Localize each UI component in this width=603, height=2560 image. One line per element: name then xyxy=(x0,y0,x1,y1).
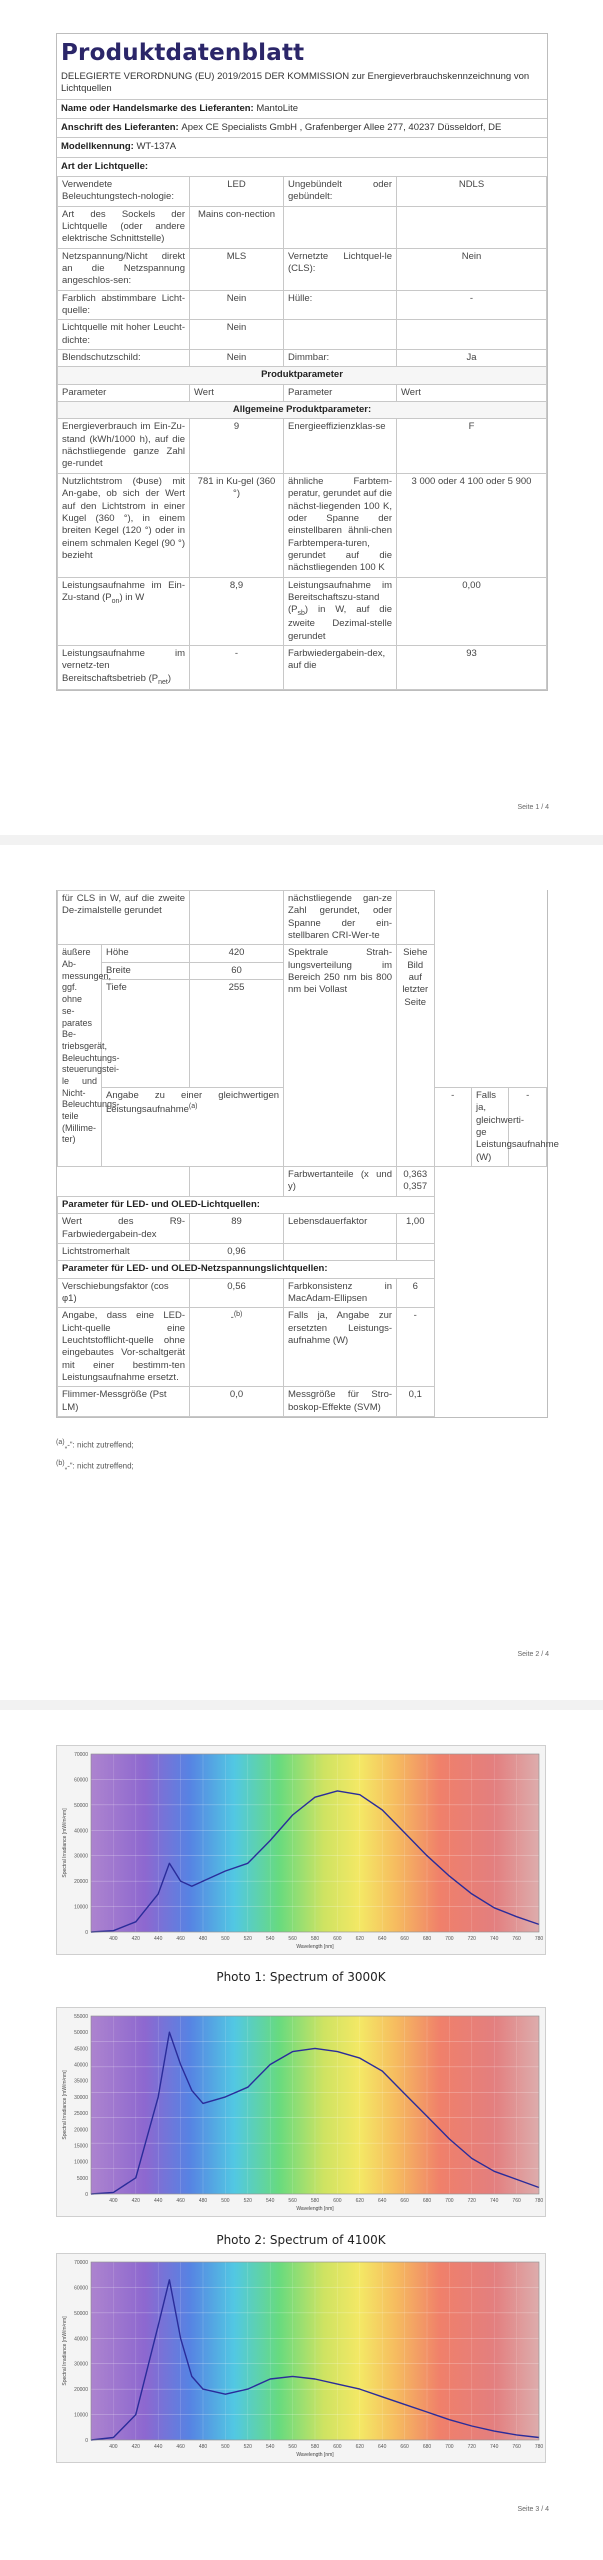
cell-value: NDLS xyxy=(397,176,547,206)
label-sub: sb xyxy=(297,610,305,618)
y-tick-label: 30000 xyxy=(74,2361,88,2368)
chart-caption-2: Photo 2: Spectrum of 4100K xyxy=(216,2233,386,2247)
page-separator xyxy=(0,1700,603,1710)
section-row xyxy=(58,367,547,384)
x-tick-label: 720 xyxy=(467,2444,476,2450)
value-text: - xyxy=(230,1312,234,1324)
x-tick-label: 560 xyxy=(288,2198,297,2204)
spectrum-plot xyxy=(57,1746,547,1956)
label-text: Leistungsaufnahme im Ein-Zu-stand (P xyxy=(62,579,185,603)
cell-value: Mains con-nection xyxy=(190,206,284,248)
cell-empty xyxy=(397,891,434,945)
x-tick-label: 600 xyxy=(333,2444,342,2450)
table-row xyxy=(58,206,547,248)
x-tick-label: 720 xyxy=(467,2198,476,2204)
cell-label: Energieeffizienzklas-se xyxy=(284,419,397,473)
x-tick-label: 540 xyxy=(266,2444,275,2450)
x-tick-label: 740 xyxy=(490,1936,499,1942)
cell-label xyxy=(58,577,190,645)
cell-label: Farbwiedergabein-dex, auf die xyxy=(284,645,397,689)
cell-value: - xyxy=(397,290,547,320)
x-axis-label: Wavelength [nm] xyxy=(296,2206,334,2212)
model-id: WT-137A xyxy=(136,141,177,153)
x-tick-label: 420 xyxy=(131,2198,140,2204)
dimension-value: 255 xyxy=(190,980,284,1088)
cell-value: 0,00 xyxy=(397,577,547,645)
light-source-type-table xyxy=(57,176,547,690)
y-tick-label: 10000 xyxy=(74,2412,88,2419)
y-tick-label: 45000 xyxy=(74,2046,88,2053)
x-tick-label: 680 xyxy=(422,2444,432,2450)
label-sub: on xyxy=(111,597,120,605)
x-tick-label: 520 xyxy=(243,2444,252,2450)
table-row xyxy=(58,945,547,962)
x-tick-label: 760 xyxy=(512,2444,521,2450)
y-tick-label: 40000 xyxy=(74,2062,88,2069)
x-tick-label: 440 xyxy=(154,1936,163,1942)
dimension-value: 60 xyxy=(190,962,284,979)
cell-empty xyxy=(190,1167,284,1197)
cell-value: MLS xyxy=(190,248,284,290)
x-axis-label: Wavelength [nm] xyxy=(296,1944,334,1950)
y-tick-label: 30000 xyxy=(74,1853,88,1860)
model-label: Modellkennung: xyxy=(61,141,134,153)
table-row xyxy=(58,473,547,577)
x-tick-label: 700 xyxy=(445,2444,454,2450)
page-number: Seite 3 / 4 xyxy=(517,2506,549,2513)
cell-label: Wert des R9-Farbwiedergabein-dex xyxy=(58,1214,190,1244)
cell-empty xyxy=(58,1167,190,1197)
table-row xyxy=(58,1387,547,1417)
y-tick-label: 40000 xyxy=(74,1828,88,1835)
cell-label: Farbkonsistenz in MacAdam-Ellipsen xyxy=(284,1278,397,1308)
x-tick-label: 440 xyxy=(154,2198,163,2204)
x-tick-label: 720 xyxy=(467,1936,476,1942)
label-text: Leistungsaufnahme im Bereitschaftszu-stand (P xyxy=(288,579,392,616)
x-tick-label: 500 xyxy=(221,2444,230,2450)
cell-label: Messgröße für Stro-boskop-Effekte (SVM) xyxy=(284,1387,397,1417)
cell-value: 0,96 xyxy=(190,1243,284,1260)
cell-label: Falls ja, Angabe zur ersetzten Leistungs-aufnahme (W) xyxy=(284,1308,397,1387)
footnote-text: „-“: nicht zutreffend; xyxy=(64,1440,134,1450)
x-tick-label: 520 xyxy=(243,1936,252,1942)
cell-label: nächstliegende gan-ze Zahl gerundet, oder Spanne der ein-stellbaren CRI-Wer-te xyxy=(284,891,397,945)
supplier-address-row xyxy=(57,118,547,137)
cell-label: Blendschutzschild: xyxy=(58,350,190,367)
cell-value xyxy=(190,1308,284,1387)
cell-empty xyxy=(284,206,397,248)
x-tick-label: 540 xyxy=(266,2198,275,2204)
y-tick-label: 10000 xyxy=(74,2159,88,2166)
cell-value: Nein xyxy=(397,248,547,290)
table-row xyxy=(58,1278,547,1308)
x-tick-label: 480 xyxy=(198,2444,208,2450)
x-tick-label: 640 xyxy=(378,1936,387,1942)
table-row xyxy=(58,419,547,473)
x-tick-label: 660 xyxy=(400,2198,409,2204)
y-tick-label: 0 xyxy=(85,2438,88,2444)
cell-label: Lebensdauerfaktor xyxy=(284,1214,397,1244)
dimension-name: Breite xyxy=(102,962,190,979)
cell-empty xyxy=(190,891,284,945)
x-tick-label: 400 xyxy=(109,2198,118,2204)
footnote-ref: (a) xyxy=(188,1103,198,1111)
cell-label: Lichtstromerhalt xyxy=(58,1243,190,1260)
y-tick-label: 50000 xyxy=(74,1802,88,1809)
dimension-name: Höhe xyxy=(102,945,190,962)
cell-value: Siehe Bild auf letzter Seite xyxy=(397,945,434,1167)
section-heading: Produktparameter xyxy=(58,367,547,384)
x-tick-label: 460 xyxy=(176,1936,185,1942)
cell-empty xyxy=(397,206,547,248)
cell-value: F xyxy=(397,419,547,473)
x-tick-label: 660 xyxy=(400,2444,409,2450)
footnote-marker: (a) xyxy=(56,1439,65,1446)
x-tick-label: 740 xyxy=(490,2198,499,2204)
cell-label: Farblich abstimmbare Licht-quelle: xyxy=(58,290,190,320)
page-3 xyxy=(0,1725,603,2560)
x-tick-label: 400 xyxy=(109,2444,118,2450)
x-tick-label: 500 xyxy=(221,2198,230,2204)
footnote-ref: (b) xyxy=(233,1311,243,1319)
x-tick-label: 560 xyxy=(288,2444,297,2450)
x-tick-label: 600 xyxy=(333,1936,342,1942)
y-tick-label: 20000 xyxy=(74,1879,88,1886)
x-tick-label: 460 xyxy=(176,2198,185,2204)
footnote-text: „-“: nicht zutreffend; xyxy=(64,1461,134,1471)
cell-label: Dimmbar: xyxy=(284,350,397,367)
cell-label: Vernetzte Lichtquel-le (CLS): xyxy=(284,248,397,290)
table-row xyxy=(58,248,547,290)
y-tick-label: 5000 xyxy=(76,2175,88,2182)
y-tick-label: 20000 xyxy=(74,2127,88,2134)
model-row xyxy=(57,137,547,156)
cell-label: Verwendete Beleuchtungstech-nologie: xyxy=(58,176,190,206)
x-tick-label: 660 xyxy=(400,1936,409,1942)
datasheet-frame-2 xyxy=(56,890,559,1418)
dimensions-label: äußere Ab-messungen, ggf. ohne se-parates Be-triebsgerät, Beleuchtungs-steuerungstei-le und Nicht-Beleuchtungs-teile (Millime-ter) xyxy=(58,945,102,1167)
cell-value xyxy=(397,1167,434,1197)
cell-value: 0,1 xyxy=(397,1387,434,1417)
section-heading: Parameter für LED- und OLED-Netzspannungslichtquellen: xyxy=(58,1261,435,1278)
column-header: Wert xyxy=(397,384,547,401)
cell-label: Lichtquelle mit hoher Leucht-dichte: xyxy=(58,320,190,350)
x-tick-label: 560 xyxy=(288,1936,297,1942)
table-row xyxy=(58,1214,547,1244)
x-tick-label: 640 xyxy=(378,2444,387,2450)
x-tick-label: 480 xyxy=(198,1936,208,1942)
y-tick-label: 0 xyxy=(85,1930,88,1936)
spectrum-chart-1 xyxy=(56,1745,546,1955)
cell-empty xyxy=(397,320,547,350)
table-row xyxy=(58,290,547,320)
x-tick-label: 780 xyxy=(534,2444,544,2450)
y-tick-label: 35000 xyxy=(74,2078,88,2085)
table-row xyxy=(58,645,547,689)
footnote-marker: (b) xyxy=(56,1460,65,1468)
cell-label: Angabe, dass eine LED-Licht-quelle eine Leuchtstofflicht-quelle ohne eingebautes Vor-schaltgerät mit einer bestimm-ten Leistungsaufnahme ersetzt. xyxy=(58,1308,190,1387)
table-header-row xyxy=(58,384,547,401)
x-tick-label: 740 xyxy=(490,2444,499,2450)
cell-value: 3 000 oder 4 100 oder 5 900 xyxy=(397,473,547,577)
label-text: Angabe zu einer gleichwertigen Leistungsaufnahme xyxy=(106,1090,280,1116)
cell-value: Nein xyxy=(190,350,284,367)
cell-label: Art des Sockels der Lichtquelle (oder andere elektrische Schnittstelle) xyxy=(58,206,190,248)
cell-label: Farbwertanteile (x und y) xyxy=(284,1167,397,1197)
x-tick-label: 440 xyxy=(154,2444,163,2450)
supplier-name-label: Name oder Handelsmarke des Lieferanten: xyxy=(61,102,254,114)
cell-value: - xyxy=(434,1088,471,1167)
cell-value: 1,00 xyxy=(397,1214,434,1244)
x-tick-label: 480 xyxy=(198,2198,208,2204)
y-tick-label: 15000 xyxy=(74,2143,88,2150)
x-tick-label: 620 xyxy=(355,1936,364,1942)
label-sub: net xyxy=(158,678,168,686)
section-row xyxy=(58,402,547,419)
x-tick-label: 780 xyxy=(534,1936,544,1942)
cell-value: - xyxy=(397,1308,434,1387)
section-heading: Parameter für LED- und OLED-Lichtquellen: xyxy=(58,1196,435,1213)
cell-value: 781 in Ku-gel (360 °) xyxy=(190,473,284,577)
page-title: Produktdatenblatt xyxy=(61,40,305,66)
label-text: Leistungsaufnahme im vernetz-ten Bereitschaftsbetrieb (P xyxy=(62,647,185,684)
section-row xyxy=(58,1196,547,1213)
chromaticity-y: 0,357 xyxy=(403,1181,428,1193)
x-tick-label: 640 xyxy=(378,2198,387,2204)
y-tick-label: 40000 xyxy=(74,2336,88,2343)
x-tick-label: 700 xyxy=(445,1936,454,1942)
supplier-address: Apex CE Specialists GmbH , Grafenberger Allee 277, 40237 Düsseldorf, DE xyxy=(181,121,502,133)
x-tick-label: 460 xyxy=(176,2444,185,2450)
cell-value: 8,9 xyxy=(190,577,284,645)
cell-label: Falls ja, gleichwerti-ge Leistungsaufnahme (W) xyxy=(471,1088,508,1167)
table-row xyxy=(58,176,547,206)
table-row xyxy=(58,1167,547,1197)
column-header: Parameter xyxy=(284,384,397,401)
x-tick-label: 500 xyxy=(221,1936,230,1942)
x-tick-label: 700 xyxy=(445,2198,454,2204)
y-tick-label: 30000 xyxy=(74,2094,88,2101)
y-tick-label: 20000 xyxy=(74,2387,88,2394)
dimension-value: 420 xyxy=(190,945,284,962)
cell-value: 0,0 xyxy=(190,1387,284,1417)
spectrum-chart-3 xyxy=(56,2253,546,2463)
table-row xyxy=(58,577,547,645)
cell-label: Spektrale Strah-lungsverteilung im Bereich 250 nm bis 800 nm bei Vollast xyxy=(284,945,397,1167)
type-header-row xyxy=(57,157,547,176)
cell-value: 0,56 xyxy=(190,1278,284,1308)
spectrum-chart-2 xyxy=(56,2007,546,2217)
type-label: Art der Lichtquelle: xyxy=(61,160,149,172)
cell-label: ähnliche Farbtem-peratur, gerundet auf die nächst-liegenden 100 K, oder Spanne der einstellbaren ähnli-chen Farbtempera-turen, gerundet auf die nächstliegenden 100 K xyxy=(284,473,397,577)
page-2 xyxy=(0,868,603,1688)
y-tick-label: 50000 xyxy=(74,2310,88,2317)
y-tick-label: 55000 xyxy=(74,2014,88,2020)
cell-value: Nein xyxy=(190,320,284,350)
supplier-name-row xyxy=(57,99,547,118)
x-tick-label: 620 xyxy=(355,2198,364,2204)
y-tick-label: 25000 xyxy=(74,2111,88,2118)
spectrum-plot xyxy=(57,2008,547,2218)
spectrum-plot xyxy=(57,2254,547,2464)
cell-label: Hülle: xyxy=(284,290,397,320)
column-header: Parameter xyxy=(58,384,190,401)
page-separator xyxy=(0,835,603,845)
chromaticity-x: 0,363 xyxy=(403,1169,428,1181)
label-text: ) in W xyxy=(119,591,145,603)
y-axis-label: Spectral Irradiance [mW/m²nm] xyxy=(62,1808,68,1878)
cell-value: - xyxy=(509,1088,547,1167)
cell-value: Ja xyxy=(397,350,547,367)
supplier-address-label: Anschrift des Lieferanten: xyxy=(61,121,179,133)
parameters-table-continued xyxy=(57,890,559,1417)
section-row xyxy=(58,1261,547,1278)
x-tick-label: 400 xyxy=(109,1936,118,1942)
chart-caption-1: Photo 1: Spectrum of 3000K xyxy=(216,1970,386,1984)
dimension-name: Tiefe xyxy=(102,980,190,1088)
y-tick-label: 60000 xyxy=(74,2285,88,2292)
label-text: ) xyxy=(167,672,172,684)
cell-label: Nutzlichtstrom (Φuse) mit An-gabe, ob sich der Wert auf den Lichtstrom in einer Kugel (360 °), in einem breiten Kegel (120 °) oder in einem schmalen Kegel (90 °) bezieht xyxy=(58,473,190,577)
x-tick-label: 580 xyxy=(310,2444,320,2450)
page-number: Seite 1 / 4 xyxy=(517,804,549,811)
y-tick-label: 0 xyxy=(85,2192,88,2198)
table-row xyxy=(58,891,547,945)
column-header: Wert xyxy=(190,384,284,401)
table-row xyxy=(58,1243,547,1260)
x-tick-label: 420 xyxy=(131,1936,140,1942)
table-row xyxy=(58,320,547,350)
y-tick-label: 50000 xyxy=(74,2030,88,2037)
footnote-b xyxy=(56,1457,134,1474)
footnote-a xyxy=(56,1436,134,1453)
supplier-name: MantoLite xyxy=(256,102,299,114)
cell-label: Flimmer-Messgröße (Pst LM) xyxy=(58,1387,190,1417)
cell-value: 93 xyxy=(397,645,547,689)
y-tick-label: 70000 xyxy=(74,1752,88,1758)
page-number: Seite 2 / 4 xyxy=(517,1651,549,1658)
cell-label xyxy=(58,645,190,689)
x-tick-label: 760 xyxy=(512,2198,521,2204)
y-tick-label: 60000 xyxy=(74,1777,88,1784)
y-axis-label: Spectral Irradiance [mW/m²nm] xyxy=(62,2070,68,2140)
x-tick-label: 680 xyxy=(422,1936,432,1942)
cell-empty xyxy=(284,1243,397,1260)
x-tick-label: 620 xyxy=(355,2444,364,2450)
cell-value: 9 xyxy=(190,419,284,473)
x-tick-label: 420 xyxy=(131,2444,140,2450)
cell-value: Nein xyxy=(190,290,284,320)
cell-value: LED xyxy=(190,176,284,206)
cell-value: 89 xyxy=(190,1214,284,1244)
cell-value: 6 xyxy=(397,1278,434,1308)
section-heading: Allgemeine Produktparameter: xyxy=(58,402,547,419)
datasheet-frame-1 xyxy=(56,33,548,691)
cell-label: Verschiebungsfaktor (cos φ1) xyxy=(58,1278,190,1308)
x-tick-label: 680 xyxy=(422,2198,432,2204)
x-tick-label: 580 xyxy=(310,2198,320,2204)
y-tick-label: 10000 xyxy=(74,1904,88,1911)
table-row xyxy=(58,1308,547,1387)
x-axis-label: Wavelength [nm] xyxy=(296,2452,334,2458)
table-row xyxy=(58,350,547,367)
cell-label: für CLS in W, auf die zweite De-zimalstelle gerundet xyxy=(58,891,190,945)
x-tick-label: 540 xyxy=(266,1936,275,1942)
cell-label: Energieverbrauch im Ein-Zu-stand (kWh/1000 h), auf die nächstliegende ganze Zahl ge-rundet xyxy=(58,419,190,473)
y-tick-label: 70000 xyxy=(74,2260,88,2266)
page-1 xyxy=(0,0,603,820)
regulation-text: DELEGIERTE VERORDNUNG (EU) 2019/2015 DER KOMMISSION zur Energieverbrauchskennzeichnung von Lichtquellen xyxy=(61,70,530,95)
x-tick-label: 780 xyxy=(534,2198,544,2204)
x-tick-label: 580 xyxy=(310,1936,320,1942)
cell-empty xyxy=(397,1243,434,1260)
y-axis-label: Spectral Irradiance [mW/m²nm] xyxy=(62,2316,68,2386)
x-tick-label: 760 xyxy=(512,1936,521,1942)
cell-label: Netzspannung/Nicht direkt an die Netzspannung angeschlos-sen: xyxy=(58,248,190,290)
label-text: ) in W, auf die zweite Dezimal-stelle gerundet xyxy=(288,604,392,642)
x-tick-label: 600 xyxy=(333,2198,342,2204)
x-tick-label: 520 xyxy=(243,2198,252,2204)
cell-label: Ungebündelt oder gebündelt: xyxy=(284,176,397,206)
cell-label xyxy=(284,577,397,645)
cell-empty xyxy=(284,320,397,350)
cell-label xyxy=(102,1088,284,1167)
cell-value: - xyxy=(190,645,284,689)
footnotes xyxy=(56,1436,134,1474)
